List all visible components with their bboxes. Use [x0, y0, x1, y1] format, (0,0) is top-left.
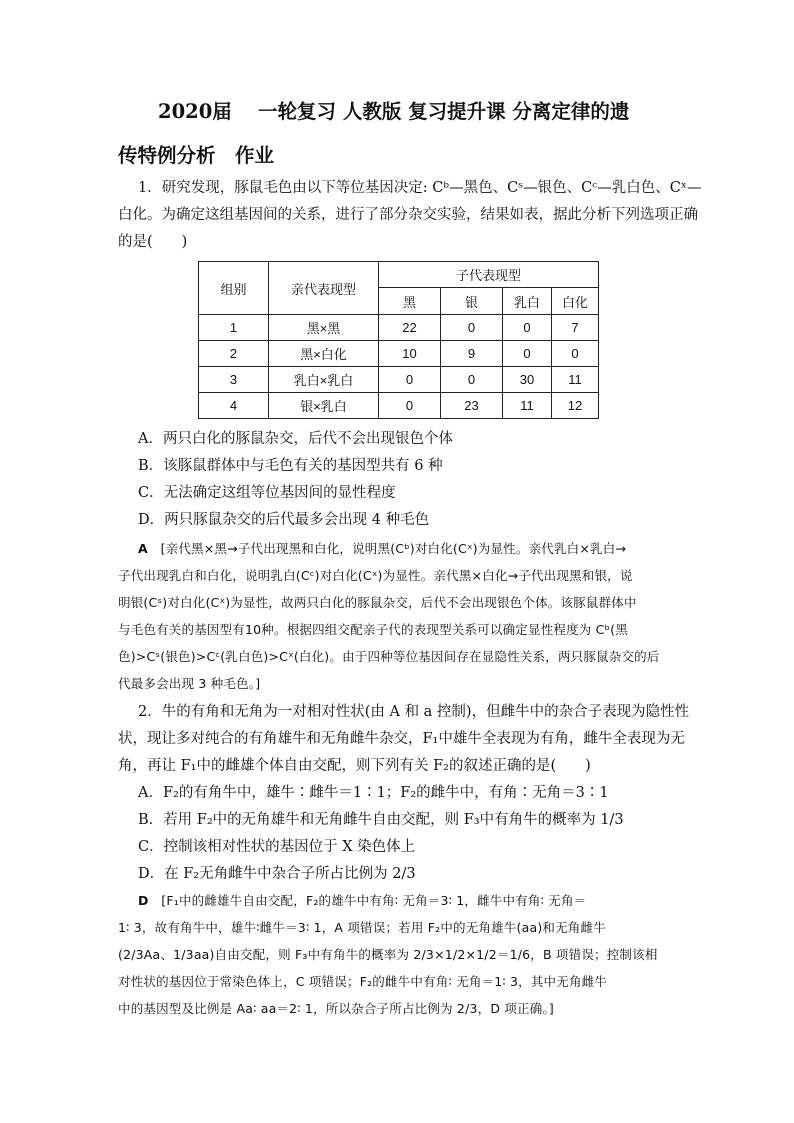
table-subheader: 乳白 [503, 288, 552, 315]
q1-stem-line-2: 白化。为确定这组基因间的关系，进行了部分杂交实验，结果如表，据此分析下列选项正确 [118, 207, 698, 223]
q2-answer-line-2: 1∶ 3，故有角牛中，雄牛∶雌牛＝3∶ 1，A 项错误；若用 F₂中的无角雄牛(aa)和无角雌牛 [118, 920, 606, 935]
table-cell-parent: 黑×黑 [269, 315, 379, 341]
table-row [199, 341, 599, 367]
table-cell-group: 1 [199, 315, 269, 341]
table-header-parent: 亲代表现型 [269, 262, 379, 315]
table-cell-group: 3 [199, 367, 269, 393]
table-header-group: 组别 [199, 262, 269, 315]
table-cell: 11 [503, 393, 552, 419]
q1-answer-line-1 [138, 537, 698, 561]
table-cell: 0 [441, 367, 503, 393]
table-cell: 9 [441, 341, 503, 367]
q2-option-c: C．控制该相对性状的基因位于 X 染色体上 [138, 839, 416, 855]
table-cell: 0 [379, 393, 441, 419]
q1-stem-line-3: 的是( ) [118, 234, 188, 250]
q1-answer-letter: A [138, 541, 148, 556]
table-cell: 10 [379, 341, 441, 367]
q1-cross-table [198, 261, 599, 419]
q1-option-b: B．该豚鼠群体中与毛色有关的基因型共有 6 种 [138, 458, 443, 474]
table-cell: 0 [503, 341, 552, 367]
q1-explanation-text: [亲代黑×黑→子代出现黑和白化，说明黑(Cᵇ)对白化(Cˣ)为显性。亲代乳白×乳白→ [160, 541, 627, 556]
table-row [199, 393, 599, 419]
q1-answer-line-6: 代最多会出现 3 种毛色。] [118, 676, 261, 691]
q1-option-c: C．无法确定这组等位基因间的显性程度 [138, 485, 396, 501]
table-cell: 0 [441, 315, 503, 341]
q2-option-a: A．F₂的有角牛中，雄牛∶雌牛＝1∶1；F₂的雌牛中，有角∶无角＝3∶1 [138, 785, 609, 801]
table-cell: 0 [552, 341, 599, 367]
table-cell: 23 [441, 393, 503, 419]
doc-title-line-1: 2020届 一轮复习 人教版 复习提升课 分离定律的遗 [158, 100, 630, 123]
table-row [199, 367, 599, 393]
table-cell: 12 [552, 393, 599, 419]
table-cell: 30 [503, 367, 552, 393]
q2-answer-line-3: (2/3Aa、1/3aa)自由交配，则 F₃中有角牛的概率为 2/3×1/2×1/2＝1/6，B 项错误；控制该相 [118, 947, 658, 962]
q2-stem-line-3: 角，再让 F₁中的雌雄个体自由交配，则下列有关 F₂的叙述正确的是( ) [118, 758, 591, 774]
table-subheader: 黑 [379, 288, 441, 315]
q2-stem-line-1: 2．牛的有角和无角为一对相对性状(由 A 和 a 控制)，但雌牛中的杂合子表现为隐性性 [138, 704, 690, 720]
q1-stem-line-1: 1．研究发现，豚鼠毛色由以下等位基因决定: Cᵇ—黑色、Cˢ—银色、Cᶜ—乳白色、Cˣ— [138, 180, 702, 196]
q2-answer-line-5: 中的基因型及比例是 Aa∶ aa＝2∶ 1，所以杂合子所占比例为 2/3，D 项正确。] [118, 1001, 554, 1016]
q1-answer-line-3: 明银(Cˢ)对白化(Cˣ)为显性，故两只白化的豚鼠杂交，后代不会出现银色个体。该豚鼠群体中 [118, 595, 637, 610]
table-cell: 22 [379, 315, 441, 341]
table-cell-parent: 银×乳白 [269, 393, 379, 419]
table-row [199, 315, 599, 341]
table-subheader: 白化 [552, 288, 599, 315]
table-subheader: 银 [441, 288, 503, 315]
table-cell-parent: 乳白×乳白 [269, 367, 379, 393]
table-cell-group: 4 [199, 393, 269, 419]
q1-answer-line-4: 与毛色有关的基因型有10种。根据四组交配亲子代的表现型关系可以确定显性程度为 Cᵇ(黑 [118, 622, 628, 637]
q1-option-a: A．两只白化的豚鼠杂交，后代不会出现银色个体 [138, 431, 453, 447]
q1-answer-line-5: 色)>Cˢ(银色)>Cᶜ(乳白色)>Cˣ(白化)。由于四种等位基因间存在显隐性关系，两只豚鼠杂交的后 [118, 649, 660, 664]
table-cell-group: 2 [199, 341, 269, 367]
q1-option-d: D．两只豚鼠杂交的后代最多会出现 4 种毛色 [138, 512, 430, 528]
q2-option-b: B．若用 F₂中的无角雄牛和无角雌牛自由交配，则 F₃中有角牛的概率为 1/3 [138, 812, 624, 828]
table-cell: 7 [552, 315, 599, 341]
table-cell: 0 [379, 367, 441, 393]
q1-answer-line-2: 子代出现乳白和白化，说明乳白(Cᶜ)对白化(Cˣ)为显性。亲代黑×白化→子代出现黑和银，说 [118, 568, 633, 583]
table-cell-parent: 黑×白化 [269, 341, 379, 367]
q2-stem-line-2: 状，现让多对纯合的有角雄牛和无角雌牛杂交，F₁中雄牛全表现为有角，雌牛全表现为无 [118, 731, 685, 747]
doc-title-line-2: 传特例分析 作业 [118, 144, 275, 167]
q2-answer-letter: D [138, 893, 149, 908]
table-cell: 0 [503, 315, 552, 341]
q2-answer-line-1 [138, 889, 698, 913]
table-cell: 11 [552, 367, 599, 393]
q2-answer-line-4: 对性状的基因位于常染色体上，C 项错误；F₂的雌牛中有角∶ 无角＝1∶ 3，其中无角雌牛 [118, 974, 608, 989]
q2-option-d: D．在 F₂无角雌牛中杂合子所占比例为 2/3 [138, 866, 416, 882]
table-header-offspring: 子代表现型 [379, 262, 599, 288]
q2-explanation-text: [F₁中的雌雄牛自由交配，F₂的雄牛中有角∶ 无角＝3∶ 1，雌牛中有角∶ 无角＝ [161, 893, 587, 908]
